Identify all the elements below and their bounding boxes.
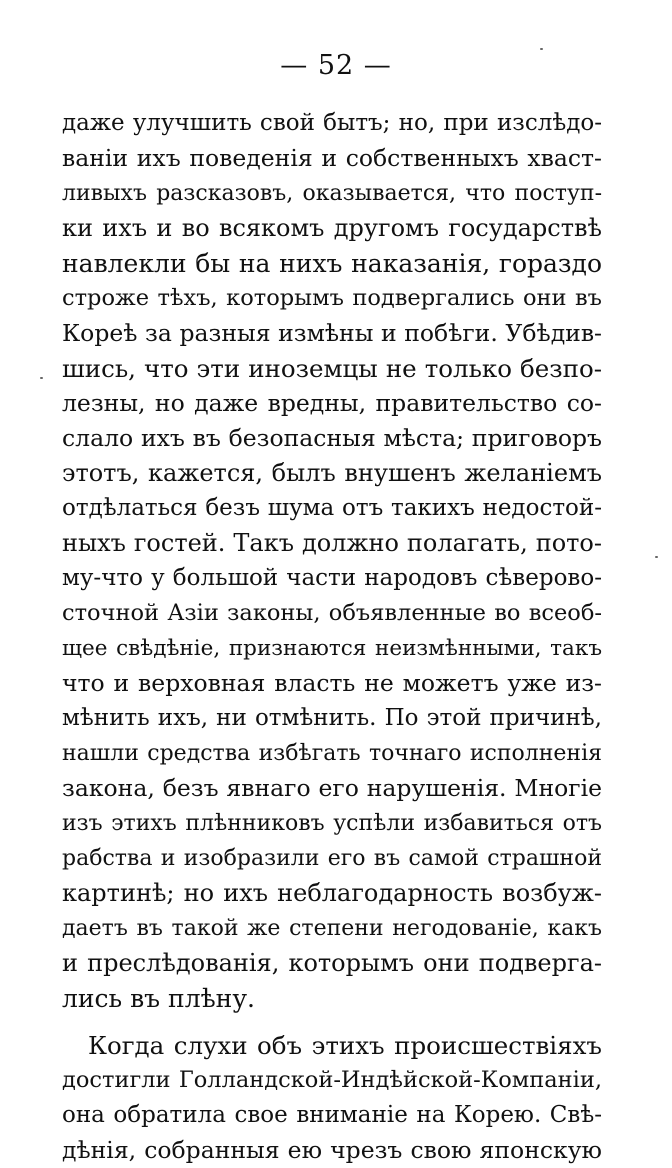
text-line: рабства и изобразили его въ самой страшной (62, 846, 602, 871)
text-line: этотъ, кажется, былъ внушенъ желаніемъ (62, 459, 602, 487)
text-line: достигли Голландской-Индѣйской-Компаніи, (62, 1067, 602, 1093)
text-line: она обратила свое вниманіе на Корею. Свѣ- (62, 1102, 602, 1128)
text-line: Кореѣ за разныя измѣны и побѣги. Убѣдив- (62, 319, 602, 347)
text-line: ливыхъ разсказовъ, оказывается, что поступ- (62, 181, 602, 206)
text-line: навлекли бы на нихъ наказанія, гораздо (62, 249, 602, 278)
paper-speck (540, 48, 543, 50)
text-line: Когда слухи объ этихъ происшествіяхъ (88, 1031, 602, 1060)
text-line: ваніи ихъ поведенія и собственныхъ хваст- (62, 144, 602, 172)
paper-speck (40, 377, 43, 379)
text-line: отдѣлаться безъ шума отъ такихъ недостой- (62, 495, 602, 521)
paragraph-2 (62, 1028, 602, 1168)
text-line: картинѣ; но ихъ неблагодарность возбуж- (62, 879, 602, 907)
paper-speck (655, 556, 658, 558)
text-line: ныхъ гостей. Такъ должно полагать, пото- (62, 529, 602, 557)
text-line: слало ихъ въ безопасныя мѣста; приговоръ (62, 424, 602, 452)
text-line: лись въ плѣну. (62, 984, 255, 1013)
text-line: мѣнить ихъ, ни отмѣнить. По этой причинѣ, (62, 705, 602, 731)
text-line: сточной Азіи законы, объявленные во всеоб- (62, 600, 602, 626)
text-line: закона, безъ явнаго его нарушенія. Многіе (62, 774, 602, 802)
text-line: и преслѣдованія, которымъ они подверга- (62, 949, 602, 977)
text-line: ки ихъ и во всякомъ другомъ государствѣ (62, 214, 602, 242)
paragraph-1 (62, 106, 602, 1016)
text-line: дѣнія, собранныя ею чрезъ свою японскую (62, 1136, 602, 1164)
text-line: лезны, но даже вредны, правительство со- (62, 389, 602, 417)
text-line: му-что у большой части народовъ сѣверово- (62, 565, 602, 591)
paragraph-gap (62, 1016, 602, 1028)
text-line: что и верховная власть не можетъ уже из- (62, 669, 602, 697)
text-line: даетъ въ такой же степени негодованіе, какъ (62, 916, 602, 941)
page-number: — 52 — (280, 50, 392, 81)
text-line: изъ этихъ плѣнниковъ успѣли избавиться отъ (62, 811, 602, 836)
text-line: строже тѣхъ, которымъ подвергались они въ (62, 285, 602, 311)
body-text (62, 106, 602, 1168)
text-line: нашли средства избѣгать точнаго исполненія (62, 741, 602, 766)
text-line: даже улучшить свой бытъ; но, при изслѣдо- (62, 110, 602, 136)
text-line: щее свѣдѣніе, признаются неизмѣнными, такъ (62, 636, 602, 661)
text-line: шись, что эти иноземцы не только безпо- (62, 354, 602, 383)
